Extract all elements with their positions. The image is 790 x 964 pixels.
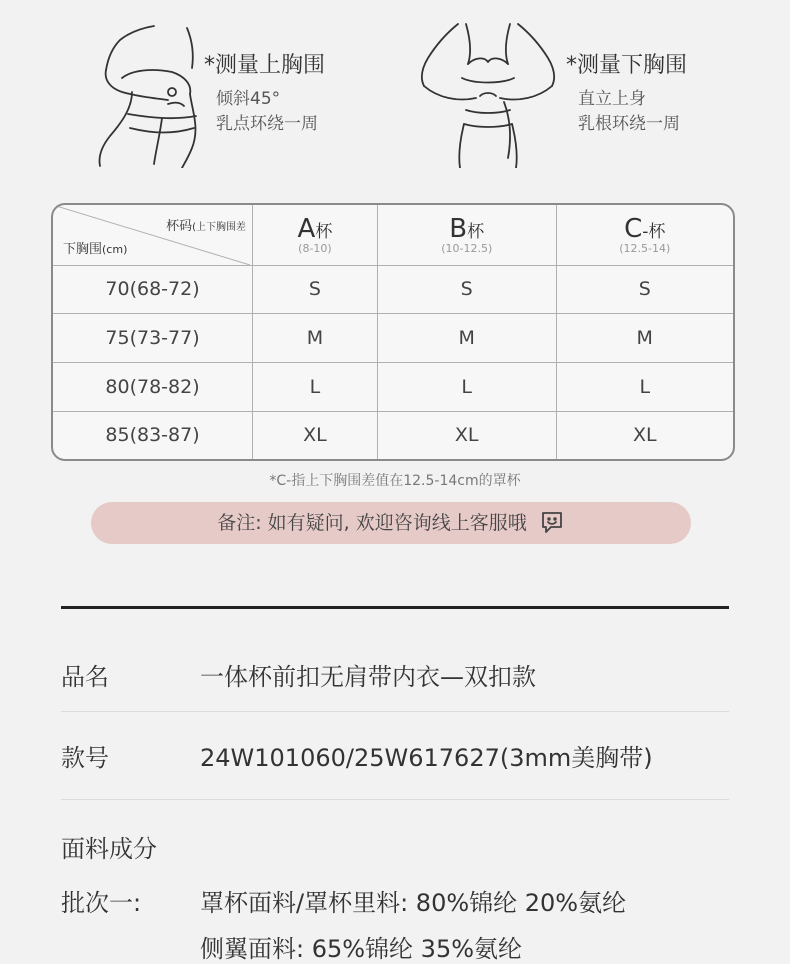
table-header-row <box>53 205 733 265</box>
batch-label: 批次一: <box>61 889 142 917</box>
upper-bust-desc-2: 乳点环绕一周 <box>216 114 318 134</box>
note-text: 备注: 如有疑问, 欢迎咨询线上客服哦 <box>217 512 527 534</box>
cup-header-b: B杯 (10-12.5) <box>377 205 556 265</box>
row-divider <box>61 799 729 800</box>
size-cell: XL <box>556 411 733 459</box>
band-cell: 85(83-87) <box>53 411 253 459</box>
size-cell: L <box>377 362 556 411</box>
size-cell: S <box>556 265 733 314</box>
size-table <box>51 203 735 461</box>
upper-bust-figure-icon <box>92 18 207 168</box>
section-divider <box>61 606 729 609</box>
size-cell: M <box>253 314 378 363</box>
lower-bust-title: *测量下胸围 <box>566 53 688 78</box>
size-cell: S <box>377 265 556 314</box>
table-corner-cell <box>53 205 253 265</box>
cup-header-c: C-杯 (12.5-14) <box>556 205 733 265</box>
upper-bust-desc-1: 倾斜45° <box>216 89 281 109</box>
band-cell: 75(73-77) <box>53 314 253 363</box>
table-row <box>53 314 733 363</box>
size-cell: S <box>253 265 378 314</box>
row-divider <box>61 711 729 712</box>
sku-label: 款号 <box>61 744 109 772</box>
lower-bust-desc-2: 乳根环绕一周 <box>578 114 680 134</box>
table-row <box>53 265 733 314</box>
fabric-label: 面料成分 <box>61 835 157 863</box>
size-cell: XL <box>377 411 556 459</box>
table-row <box>53 411 733 459</box>
cup-header-a: A杯 (8-10) <box>253 205 378 265</box>
product-name-label: 品名 <box>61 663 109 691</box>
upper-bust-title: *测量上胸围 <box>204 53 326 78</box>
chat-smile-icon <box>539 509 565 535</box>
lower-bust-figure-icon <box>418 18 558 168</box>
sku-value: 24W101060/25W617627(3mm美胸带) <box>200 744 653 772</box>
size-cell: L <box>556 362 733 411</box>
customer-service-note[interactable] <box>91 502 691 544</box>
band-cell: 70(68-72) <box>53 265 253 314</box>
cup-footnote: *C-指上下胸围差值在12.5-14cm的罩杯 <box>269 473 521 489</box>
size-cell: M <box>377 314 556 363</box>
size-cell: M <box>556 314 733 363</box>
measurement-guide <box>0 0 790 180</box>
batch-line-1: 罩杯面料/罩杯里料: 80%锦纶 20%氨纶 <box>200 889 627 917</box>
table-row <box>53 362 733 411</box>
corner-band-label: 下胸围(cm) <box>63 241 128 257</box>
lower-bust-desc-1: 直立上身 <box>578 89 646 109</box>
batch-line-2: 侧翼面料: 65%锦纶 35%氨纶 <box>200 935 523 963</box>
size-cell: L <box>253 362 378 411</box>
product-name-value: 一体杯前扣无肩带内衣—双扣款 <box>200 663 536 691</box>
size-cell: XL <box>253 411 378 459</box>
band-cell: 80(78-82) <box>53 362 253 411</box>
corner-cup-label: 杯码(上下胸围差 <box>166 219 246 234</box>
